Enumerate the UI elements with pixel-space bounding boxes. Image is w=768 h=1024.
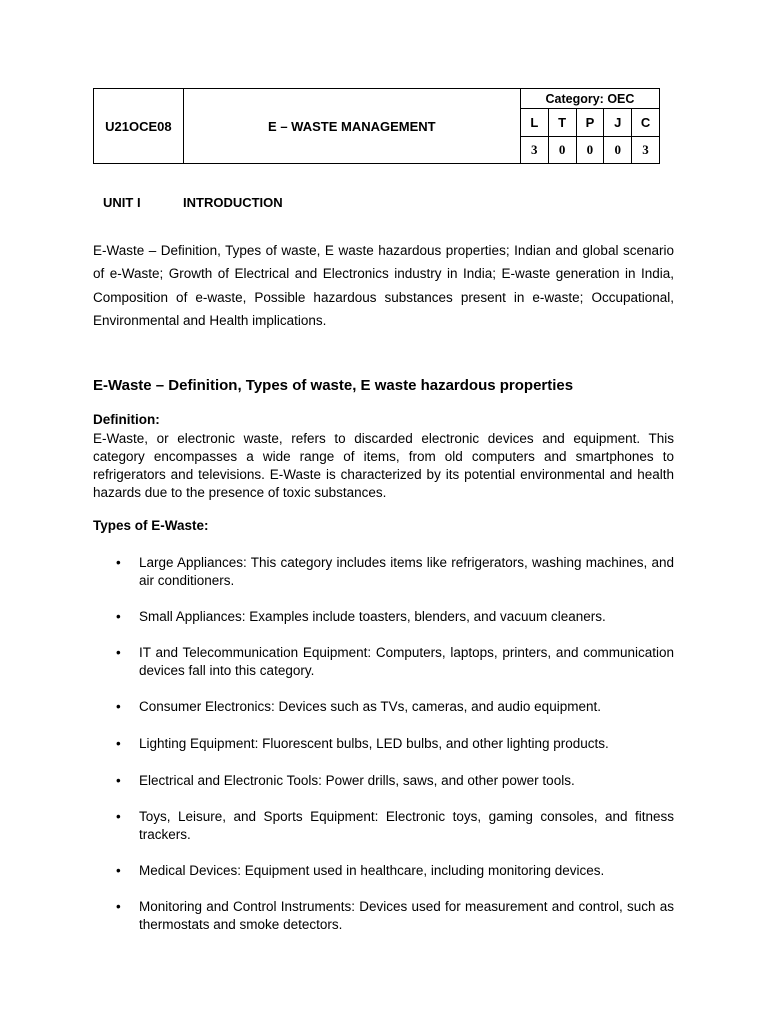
course-category: Category: OEC xyxy=(520,89,659,109)
bullet-icon: • xyxy=(116,699,121,714)
bullet-icon: • xyxy=(116,645,121,660)
list-item-text: Electrical and Electronic Tools: Power drills, saws, and other power tools. xyxy=(139,773,575,788)
definition-label: Definition: xyxy=(93,412,160,427)
list-item xyxy=(93,898,674,934)
ltpjc-header-j: J xyxy=(604,109,632,137)
course-title: E – WASTE MANAGEMENT xyxy=(183,89,520,164)
unit-label: UNIT I xyxy=(103,195,141,210)
course-header-table xyxy=(93,88,660,164)
ltpjc-value-j: 0 xyxy=(604,137,632,164)
list-item-text: IT and Telecommunication Equipment: Computers, laptops, printers, and communication devices fall into this category. xyxy=(139,645,674,678)
bullet-icon: • xyxy=(116,609,121,624)
list-item xyxy=(93,608,674,626)
bullet-icon: • xyxy=(116,863,121,878)
bullet-icon: • xyxy=(116,736,121,751)
course-code: U21OCE08 xyxy=(94,89,184,164)
ltpjc-header-c: C xyxy=(632,109,660,137)
syllabus-paragraph: E-Waste – Definition, Types of waste, E waste hazardous properties; Indian and global scenario of e-Waste; Growth of Electrical and Electronics industry in India; E-waste generation in India, Composition of e-waste, Possible hazardous substances present in e-waste; Occupational, Environmental and Health implications. xyxy=(93,243,674,328)
list-item xyxy=(93,698,674,716)
list-item xyxy=(93,862,674,880)
list-item-text: Medical Devices: Equipment used in healthcare, including monitoring devices. xyxy=(139,863,605,878)
list-item-text: Monitoring and Control Instruments: Devices used for measurement and control, such as thermostats and smoke detectors. xyxy=(139,899,674,932)
ltpjc-header-p: P xyxy=(576,109,604,137)
bullet-icon: • xyxy=(116,555,121,570)
bullet-icon: • xyxy=(116,809,121,824)
list-item xyxy=(93,772,674,790)
unit-title: INTRODUCTION xyxy=(183,195,283,210)
section-heading: E-Waste – Definition, Types of waste, E waste hazardous properties xyxy=(93,377,574,394)
bullet-icon: • xyxy=(116,899,121,914)
list-item-text: Large Appliances: This category includes items like refrigerators, washing machines, and air conditioners. xyxy=(139,555,674,588)
ltpjc-value-t: 0 xyxy=(548,137,576,164)
unit-heading xyxy=(103,195,283,210)
types-label: Types of E-Waste: xyxy=(93,518,209,533)
list-item xyxy=(93,554,674,590)
list-item xyxy=(93,808,674,844)
ltpjc-value-p: 0 xyxy=(576,137,604,164)
list-item-text: Toys, Leisure, and Sports Equipment: Electronic toys, gaming consoles, and fitness trackers. xyxy=(139,809,674,842)
list-item-text: Consumer Electronics: Devices such as TVs, cameras, and audio equipment. xyxy=(139,699,601,714)
list-item-text: Lighting Equipment: Fluorescent bulbs, LED bulbs, and other lighting products. xyxy=(139,736,609,751)
ltpjc-value-c: 3 xyxy=(632,137,660,164)
ltpjc-header-t: T xyxy=(548,109,576,137)
ltpjc-value-l: 3 xyxy=(520,137,548,164)
bullet-icon: • xyxy=(116,773,121,788)
ltpjc-header-l: L xyxy=(520,109,548,137)
list-item xyxy=(93,735,674,753)
list-item-text: Small Appliances: Examples include toasters, blenders, and vacuum cleaners. xyxy=(139,609,606,624)
list-item xyxy=(93,644,674,680)
definition-text: E-Waste, or electronic waste, refers to discarded electronic devices and equipment. This category encompasses a wide range of items, from old computers and smartphones to refrigerators and televisions. E-Waste is characterized by its potential environmental and health hazards due to the presence of toxic substances. xyxy=(93,431,674,500)
